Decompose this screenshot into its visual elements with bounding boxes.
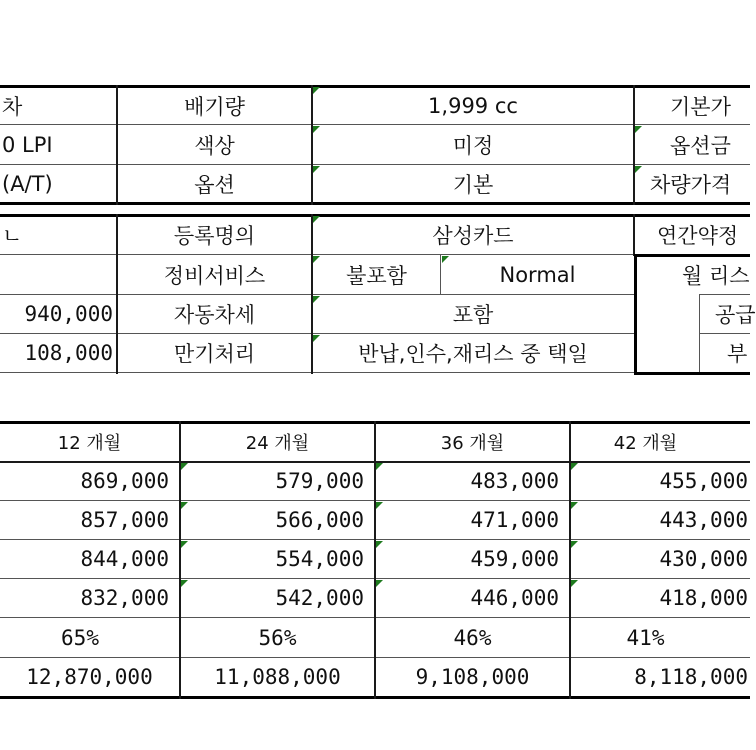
residual-value-cell: 12,870,000	[26, 665, 153, 689]
spec-price-label: 기본가	[670, 94, 731, 119]
maintenance-type-cell: Normal	[499, 263, 576, 287]
rate-cell: 483,000	[470, 469, 559, 493]
residual-percent-cell: 56%	[258, 625, 297, 650]
maintenance-value-cell: 불포함	[346, 264, 407, 288]
lease-label-cell: 정비서비스	[163, 264, 266, 288]
rate-cell: 443,000	[659, 508, 748, 532]
lease-label-cell: 등록명의	[173, 224, 256, 248]
spec-price-label: 옵션금	[670, 133, 731, 158]
residual-value-cell: 9,108,000	[415, 665, 530, 689]
spec-label-cell: 색상	[194, 133, 235, 158]
spec-vehicle-cell: 차	[2, 94, 23, 119]
rate-cell: 455,000	[659, 469, 748, 493]
spec-vehicle-cell: (A/T)	[2, 171, 53, 196]
rate-cell: 471,000	[470, 508, 559, 532]
spec-label-cell: 옵션	[194, 172, 235, 197]
term-header: 42 개월	[613, 433, 678, 454]
term-header: 12 개월	[57, 433, 122, 454]
rate-cell: 832,000	[80, 586, 169, 610]
lease-value-cell: 삼성카드	[432, 224, 514, 248]
spec-value-cell: 미정	[452, 133, 494, 158]
lease-value-cell: 포함	[452, 303, 494, 327]
rate-cell: 446,000	[470, 586, 559, 610]
rate-cell: 459,000	[470, 547, 559, 571]
residual-percent-cell: 41%	[626, 625, 665, 650]
rate-cell: 579,000	[275, 469, 364, 493]
lease-value-cell: 반납,인수,재리스 중 택일	[358, 342, 588, 366]
rate-cell: 566,000	[275, 508, 364, 532]
lease-amount-cell: 108,000	[24, 341, 113, 365]
lease-label-cell: 만기처리	[173, 342, 256, 366]
rate-cell: 554,000	[275, 547, 364, 571]
spec-value-cell: 1,999 cc	[428, 93, 518, 118]
lease-amount-cell: 940,000	[24, 302, 113, 326]
residual-percent-cell: 65%	[61, 625, 99, 650]
rate-cell: 542,000	[275, 586, 364, 610]
rate-cell: 857,000	[80, 508, 169, 532]
lease-cell: ㄴ	[2, 224, 23, 248]
spec-price-label: 차량가격	[650, 172, 732, 197]
rate-cell: 418,000	[659, 586, 748, 610]
spec-vehicle-cell: 0 LPI	[2, 132, 53, 157]
lease-right-label: 부	[727, 342, 748, 366]
residual-value-cell: 11,088,000	[214, 665, 341, 689]
term-header: 36 개월	[440, 433, 505, 454]
lease-label-cell: 자동차세	[173, 303, 256, 327]
spec-value-cell: 기본	[452, 172, 494, 197]
lease-right-label: 공급	[715, 303, 756, 327]
residual-value-cell: 8,118,000	[634, 665, 748, 689]
lease-right-label: 연간약정	[657, 224, 739, 248]
rate-cell: 869,000	[80, 469, 169, 493]
rate-cell: 844,000	[80, 547, 169, 571]
term-header: 24 개월	[245, 433, 310, 454]
monthly-lease-label: 월 리스	[682, 264, 750, 288]
residual-percent-cell: 46%	[453, 625, 492, 650]
rate-cell: 430,000	[659, 547, 748, 571]
spec-label-cell: 배기량	[184, 94, 245, 119]
